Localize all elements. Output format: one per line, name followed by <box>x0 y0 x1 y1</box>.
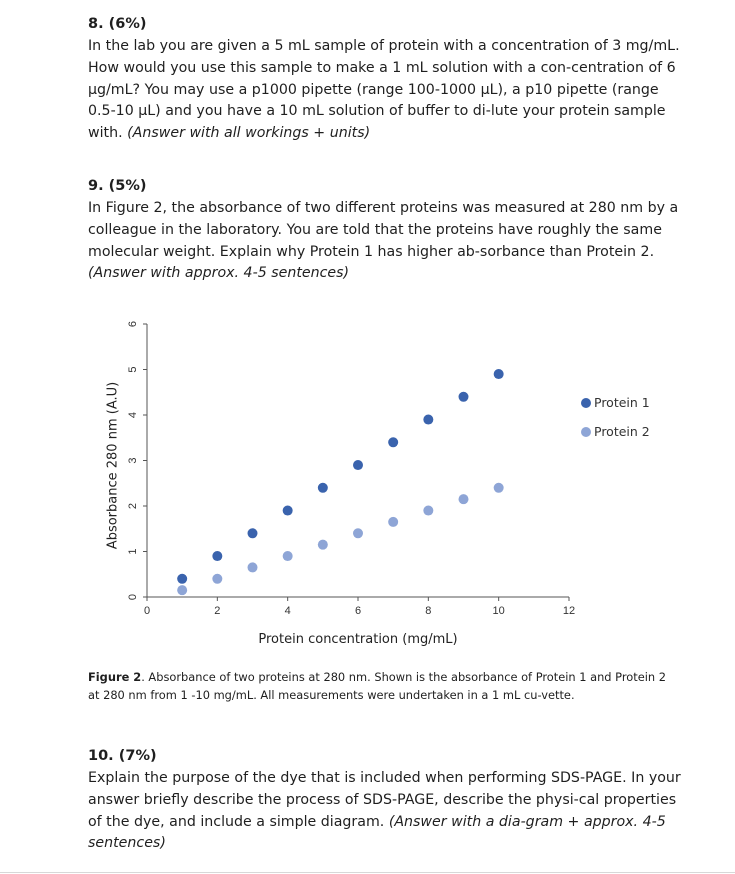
protein-1-point <box>388 437 398 447</box>
x-tick-label: 8 <box>425 605 432 617</box>
legend-marker-protein-1 <box>581 398 591 408</box>
y-tick-label: 6 <box>127 320 139 328</box>
question-8-instruction: (Answer with all workings + units) <box>127 125 371 142</box>
protein-2-point <box>423 506 433 516</box>
figure-caption <box>88 668 678 704</box>
x-tick-label: 0 <box>143 605 151 617</box>
protein-1-point <box>212 551 222 561</box>
x-tick-label: 2 <box>214 605 221 617</box>
x-tick-label: 10 <box>492 605 505 617</box>
protein-2-point <box>459 494 469 504</box>
question-9-instruction: (Answer with approx. 4-5 sentences) <box>88 265 350 282</box>
legend-label-protein-1: Protein 1 <box>594 395 650 410</box>
y-tick-label: 2 <box>127 502 139 510</box>
question-9 <box>88 176 688 285</box>
x-tick-label: 12 <box>562 605 576 617</box>
protein-2-point <box>318 540 328 550</box>
question-8-text <box>88 36 688 145</box>
protein-2-point <box>248 562 258 572</box>
protein-1-point <box>494 369 504 379</box>
protein-2-point <box>353 528 363 538</box>
protein-2-point <box>494 483 504 493</box>
x-axis <box>144 597 575 617</box>
question-8-body: In the lab you are given a 5 mL sample of protein with a concentration of 3 mg/mL. How would you use this sample to make a 1 mL solution with a con-centration of 6 μg/mL? You may use a p1000 pipette (range 100-1000 μL), a p10 pipette (range 0.5-10 μL) and you have a 10 mL solution of buffer to di-lute your protein sample with. <box>88 38 680 142</box>
y-axis-title: Absorbance 280 nm (A.U) <box>105 381 121 550</box>
question-9-text <box>88 198 688 285</box>
y-tick-label: 0 <box>127 593 139 601</box>
question-8 <box>88 14 688 145</box>
y-tick-label: 1 <box>127 548 139 555</box>
y-tick-label: 4 <box>127 411 139 419</box>
question-9-number: 9. (5%) <box>88 178 147 194</box>
legend-label-protein-2: Protein 2 <box>594 424 650 439</box>
question-10-number: 10. (7%) <box>88 748 157 764</box>
protein-1-point <box>353 460 363 470</box>
question-10-body: Explain the purpose of the dye that is included when performing SDS-PAGE. In your answer briefly describe the process of SDS-PAGE, describe the physi-cal properties of the dye, and include a simple diagram. <box>88 770 681 830</box>
figure-caption-text: . Absorbance of two proteins at 280 nm. Shown is the absorbance of Protein 1 and Protein 2 at 280 nm from 1 -10 mg/mL. All measurements were undertaken in a 1 mL cu-vette. <box>88 670 666 702</box>
y-tick-label: 3 <box>127 457 139 464</box>
chart-legend <box>581 395 650 439</box>
protein-2-point <box>283 551 293 561</box>
protein-1-point <box>283 506 293 516</box>
page-bottom-rule <box>0 872 735 873</box>
protein-2-point <box>177 585 187 595</box>
protein-1-point <box>318 483 328 493</box>
y-axis <box>127 321 147 600</box>
x-tick-label: 6 <box>354 605 362 617</box>
data-points <box>177 369 504 595</box>
protein-1-point <box>459 392 469 402</box>
protein-2-point <box>388 517 398 527</box>
absorbance-scatter-chart <box>98 308 668 658</box>
protein-1-point <box>423 415 433 425</box>
x-tick-label: 4 <box>284 605 291 617</box>
protein-2-point <box>212 574 222 584</box>
question-9-body: In Figure 2, the absorbance of two different proteins was measured at 280 nm by a colleague in the laboratory. You are told that the proteins have roughly the same molecular weight. Explain why Protein 1 has higher ab-sorbance than Protein 2. <box>88 200 679 260</box>
protein-1-point <box>248 528 258 538</box>
figure-caption-label: Figure 2 <box>88 670 142 684</box>
y-tick-label: 5 <box>127 366 139 373</box>
question-10-text <box>88 768 688 855</box>
question-10-instruction: (Answer with a dia-gram + approx. 4-5 sentences) <box>88 813 666 852</box>
question-10 <box>88 746 688 855</box>
legend-marker-protein-2 <box>581 427 591 437</box>
x-axis-title: Protein concentration (mg/mL) <box>258 632 458 647</box>
protein-1-point <box>177 574 187 584</box>
question-8-number: 8. (6%) <box>88 16 147 32</box>
